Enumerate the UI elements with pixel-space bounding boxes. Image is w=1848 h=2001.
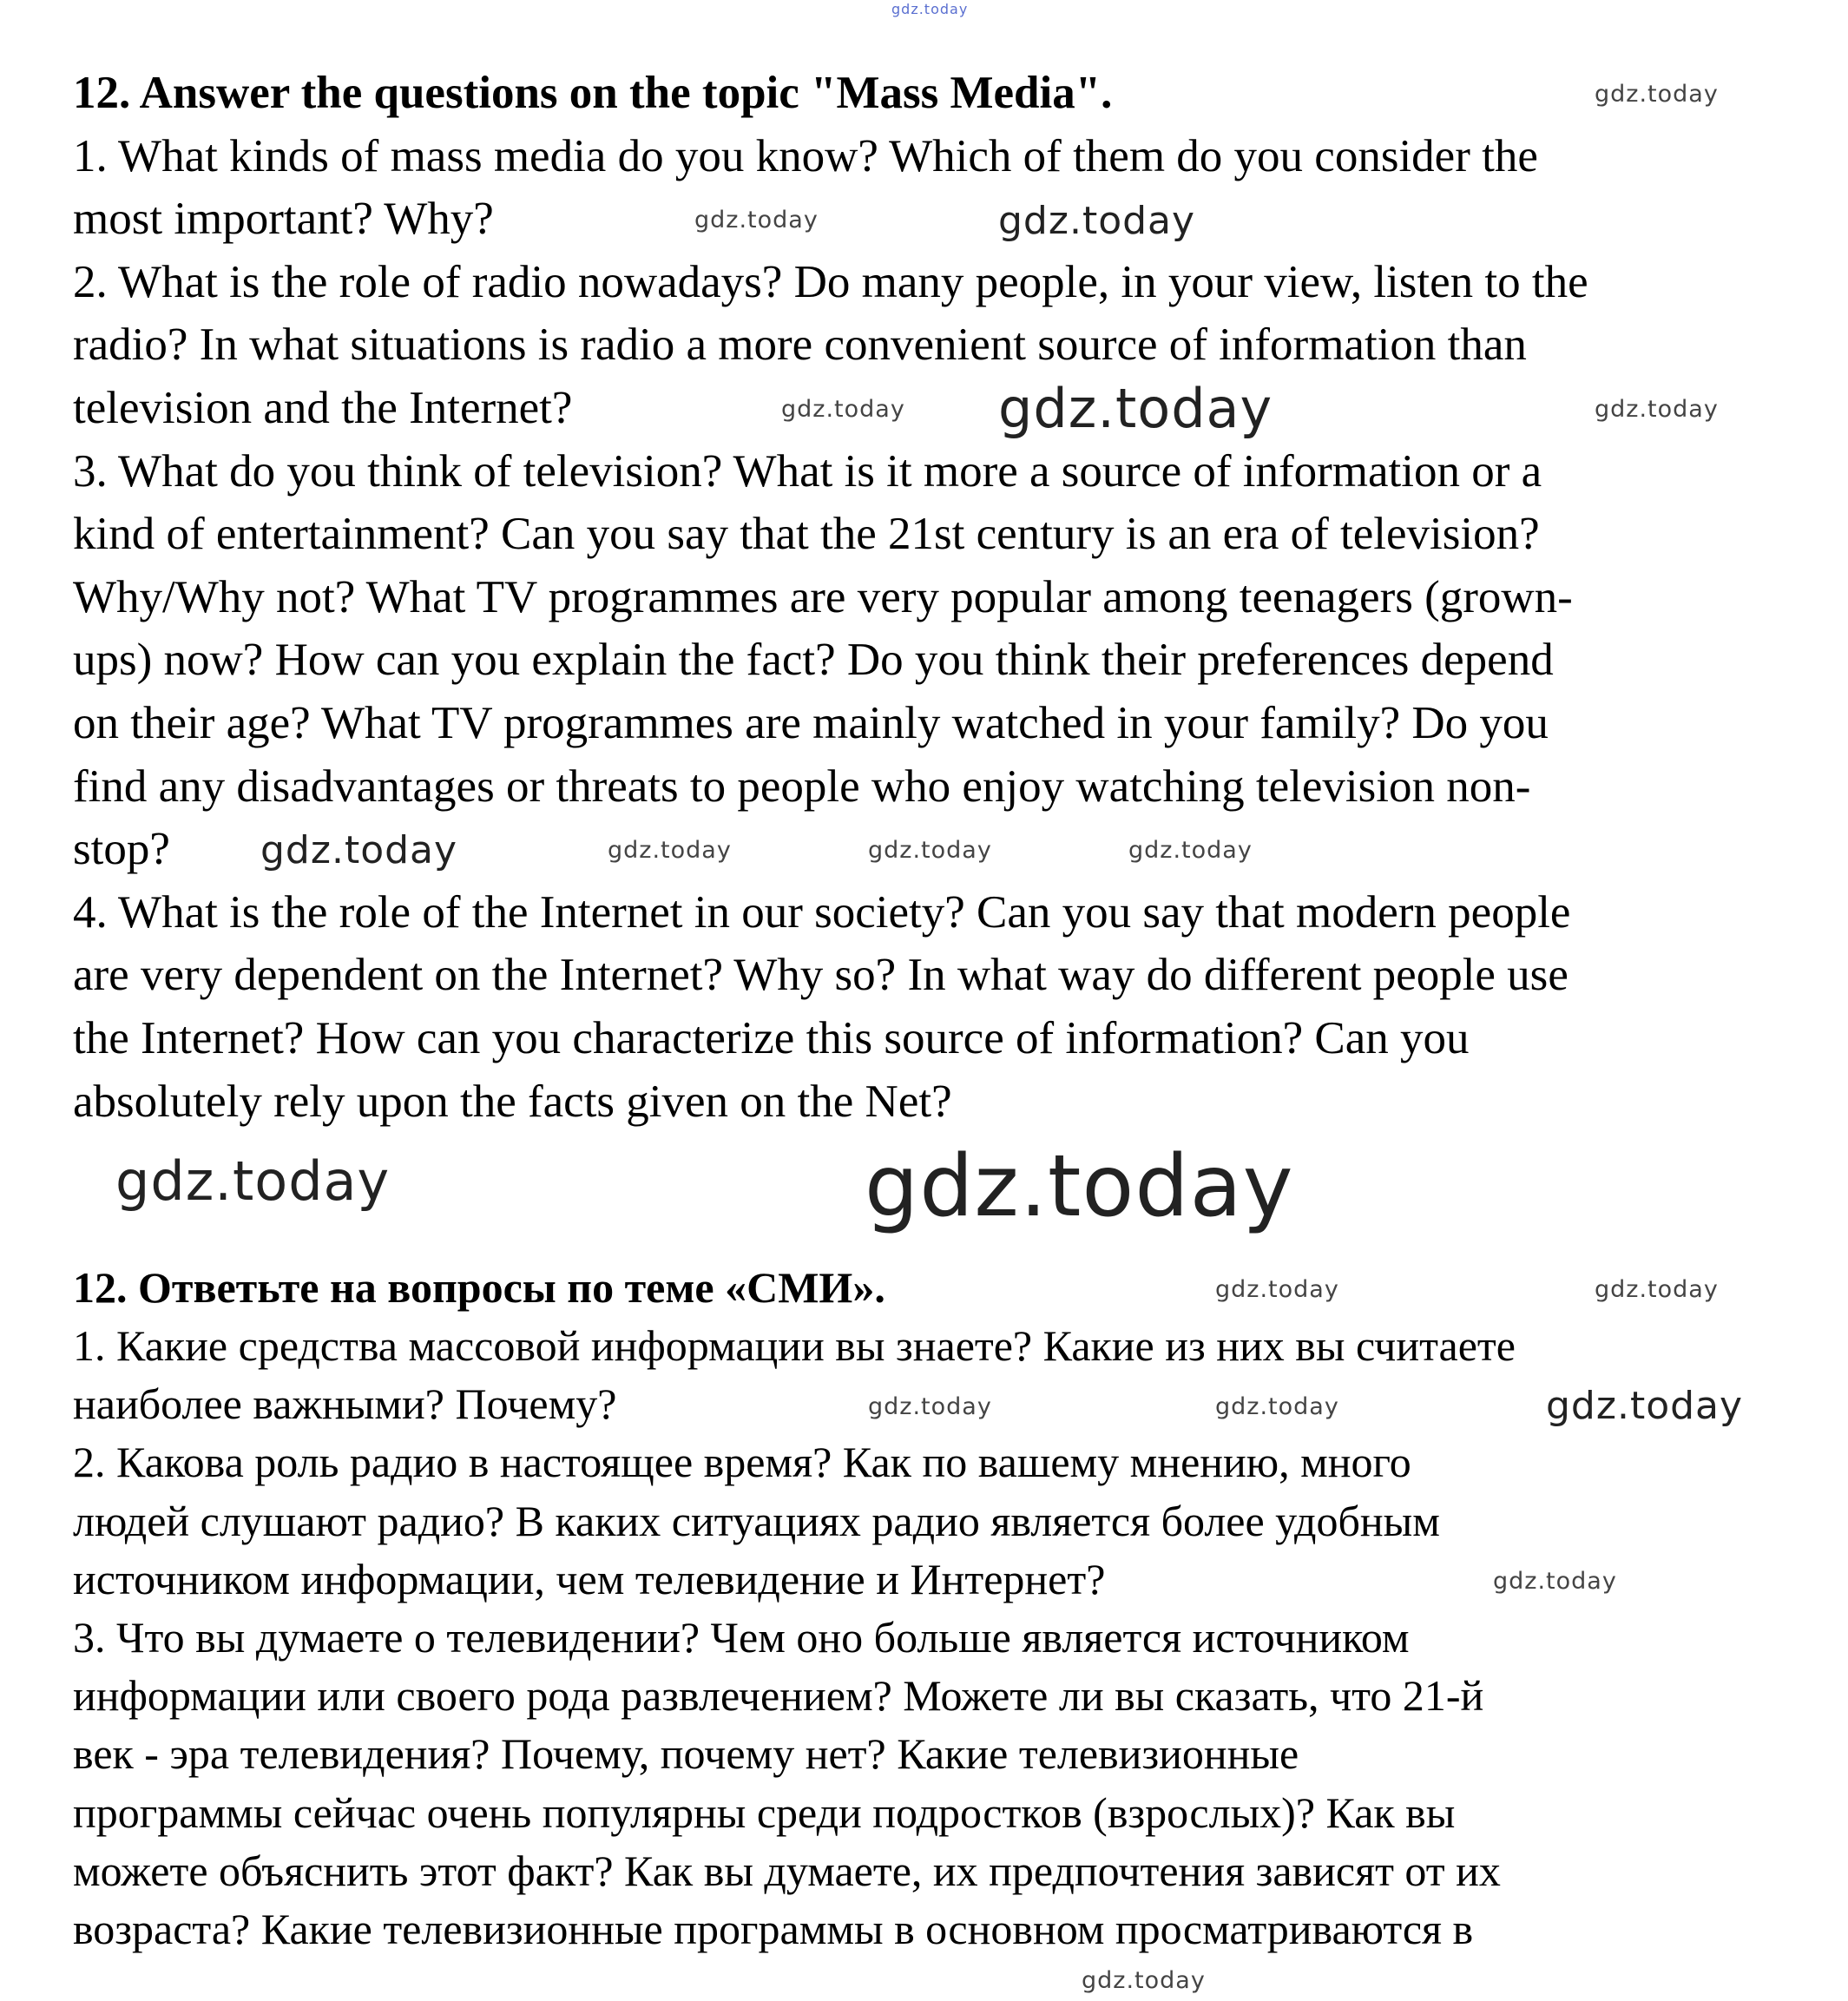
text-line: kind of entertainment? Can you say that the 21st century is an era of television? xyxy=(73,509,1540,560)
text-line: программы сейчас очень популярны среди подростков (взрослых)? Как вы xyxy=(73,1787,1456,1837)
text-line: on their age? What TV programmes are mainly watched in your family? Do you xyxy=(73,697,1549,748)
text-line: stop? xyxy=(73,824,170,875)
russian-heading: 12. Ответьте на вопросы по теме «СМИ». xyxy=(73,1263,885,1312)
watermark: gdz.today xyxy=(1595,1276,1719,1303)
text-line: absolutely rely upon the facts given on the Net? xyxy=(73,1076,952,1127)
watermark: gdz.today xyxy=(260,828,458,872)
watermark: gdz.today xyxy=(1595,396,1719,423)
text-line: television and the Internet? xyxy=(73,382,573,433)
text-line: are very dependent on the Internet? Why so? In what way do different people use xyxy=(73,950,1568,1001)
text-line: 1. Какие средства массовой информации вы знаете? Какие из них вы считаете xyxy=(73,1321,1516,1370)
watermark: gdz.today xyxy=(694,207,819,234)
watermark: gdz.today xyxy=(1215,1276,1339,1303)
watermark: gdz.today xyxy=(1595,81,1719,108)
watermark: gdz.today xyxy=(1493,1568,1617,1595)
text-line: 2. What is the role of radio nowadays? Do many people, in your view, listen to the xyxy=(73,256,1588,307)
top-watermark: gdz.today xyxy=(891,1,969,17)
watermark: gdz.today xyxy=(1128,837,1253,864)
watermark: gdz.today xyxy=(868,837,992,864)
text-line: 1. What kinds of mass media do you know? Which of them do you consider the xyxy=(73,130,1538,181)
text-line: можете объяснить этот факт? Как вы думаете, их предпочтения зависят от их xyxy=(73,1846,1501,1895)
watermark: gdz.today xyxy=(1215,1393,1339,1420)
text-line: the Internet? How can you characterize this source of information? Can you xyxy=(73,1012,1470,1063)
watermark: gdz.today xyxy=(115,1149,391,1213)
watermark: gdz.today xyxy=(1546,1384,1744,1428)
text-line: наиболее важными? Почему? xyxy=(73,1379,617,1429)
watermark: gdz.today xyxy=(865,1137,1294,1236)
text-line: ups) now? How can you explain the fact? Do you think their preferences depend xyxy=(73,635,1554,686)
text-line: 2. Какова роль радио в настоящее время? Как по вашему мнению, много xyxy=(73,1438,1411,1487)
watermark: gdz.today xyxy=(998,199,1196,243)
watermark: gdz.today xyxy=(868,1393,992,1420)
watermark: gdz.today xyxy=(781,396,905,423)
watermark: gdz.today xyxy=(608,837,732,864)
text-line: find any disadvantages or threats to people who enjoy watching television non- xyxy=(73,760,1531,812)
watermark: gdz.today xyxy=(998,377,1273,440)
text-line: radio? In what situations is radio a more convenient source of information than xyxy=(73,319,1527,371)
text-line: век - эра телевидения? Почему, почему нет? Какие телевизионные xyxy=(73,1729,1299,1779)
text-line: Why/Why not? What TV programmes are very popular among teenagers (grown- xyxy=(73,571,1573,622)
text-line: 3. Что вы думаете о телевидении? Чем оно больше является источником xyxy=(73,1613,1410,1662)
text-line: most important? Why? xyxy=(73,194,494,245)
text-line: информации или своего рода развлечением? Можете ли вы сказать, что 21-й xyxy=(73,1671,1484,1721)
text-line: 3. What do you think of television? What is it more a source of information or a xyxy=(73,445,1542,497)
watermark: gdz.today xyxy=(1082,1967,1206,1994)
text-line: людей слушают радио? В каких ситуациях радио является более удобным xyxy=(73,1496,1440,1545)
text-line: 4. What is the role of the Internet in our society? Can you say that modern people xyxy=(73,886,1571,938)
text-line: возраста? Какие телевизионные программы в основном просматриваются в xyxy=(73,1905,1474,1953)
text-line: источником информации, чем телевидение и Интернет? xyxy=(73,1554,1106,1603)
english-heading: 12. Answer the questions on the topic "Mass Media". xyxy=(73,68,1113,118)
